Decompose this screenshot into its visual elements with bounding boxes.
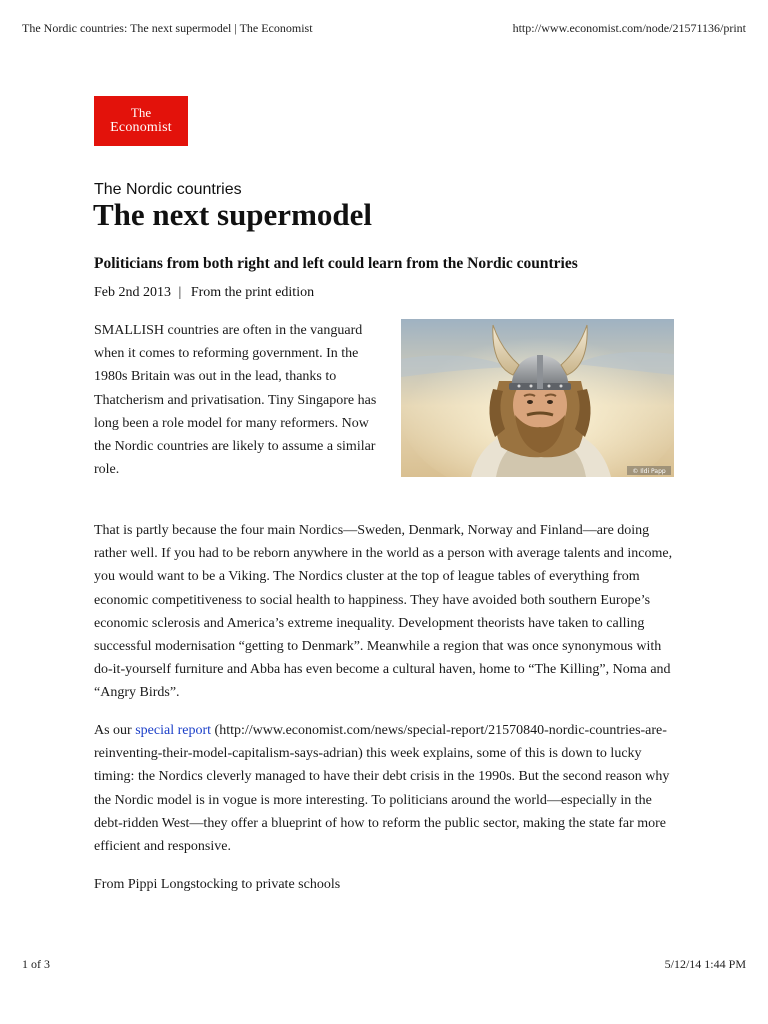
article-paragraph-1: SMALLISH countries are often in the vanguard when it comes to reforming government. In the 1980s Britain was out in the lead, thanks to Thatcherism and privatisation. Tiny Singapore has long been a role model for many reformers. Now the Nordic countries are likely to assume a similar role. (94, 323, 377, 478)
paragraph-3-rest: (http://www.economist.com/news/special-report/21570840-nordic-countries-are-reinventing-their-model-capitalism-says-adrian) this week explains, some of this is down to lucky timing: the Nordics cleverly managed to have their debt crisis in the 1990s. But the second reason why the Nordic model is in vogue is more interesting. To politicians around the world—especially in the debt-ridden West—they offer a blueprint of how to reform the public sector, making the state far more efficient and responsive. (94, 723, 670, 855)
article-paragraph-2: That is partly because the four main Nordics—Sweden, Denmark, Norway and Finland—are doing rather well. If you had to be reborn anywhere in the world as a person with average talents and income, you would want to be a Viking. The Nordics cluster at the top of league tables of everything from economic competitiveness to social health to happiness. They have avoided both southern Europe’s economic sclerosis and America’s extreme inequality. Development theorists have taken to calling successful modernisation “getting to Denmark”. Meanwhile a region that was once synonymous with do-it-yourself furniture and Abba has even become a cultural haven, home to “The Killing”, Noma and “Angry Birds”. (94, 523, 673, 701)
dateline-separator: | (178, 285, 182, 300)
viking-illustration (401, 319, 674, 477)
print-header (22, 21, 746, 36)
image-credit: © Ildi Papp (632, 468, 666, 475)
section-subheading: From Pippi Longstocking to private schools (94, 877, 341, 892)
article-kicker: The Nordic countries (94, 181, 242, 198)
logo-line-economist: Economist (110, 120, 172, 135)
article-rubric: Politicians from both right and left could learn from the Nordic countries (94, 255, 578, 272)
economist-logo[interactable] (94, 96, 188, 146)
print-footer (22, 957, 746, 972)
print-page-title: The Nordic countries: The next supermodel | The Economist (22, 21, 313, 35)
page-count: 1 of 3 (22, 957, 50, 971)
article-date: Feb 2nd 2013 (94, 285, 171, 300)
special-report-link[interactable]: special report (135, 723, 212, 738)
article-edition: From the print edition (190, 285, 315, 300)
article-paragraph-3 (94, 719, 674, 858)
paragraph-3-lead: As our (94, 723, 136, 738)
article-dateline (94, 285, 314, 301)
article-image-viking (401, 319, 674, 477)
print-timestamp: 5/12/14 1:44 PM (664, 957, 746, 971)
print-page-url: http://www.economist.com/node/21571136/print (512, 21, 746, 35)
article-headline: The next supermodel (93, 197, 372, 232)
logo-line-the: The (130, 105, 152, 120)
